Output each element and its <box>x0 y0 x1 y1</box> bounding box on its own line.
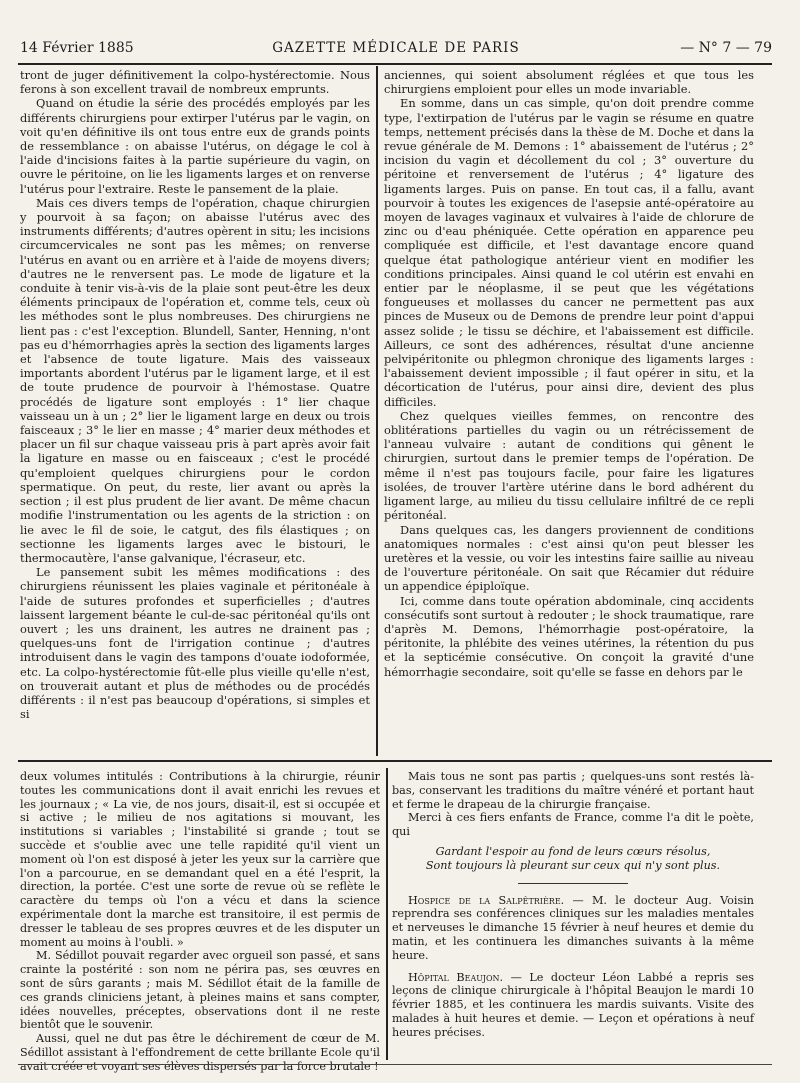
paragraph: Ici, comme dans toute opération abdominale, cinq accidents consécutifs sont surtout à redouter ; le shock traumatique, rare d'après M. Demons, l'hémorrhagie post-opératoire, la péritonite, la phlébite des veines utérines, la rétention du pus et la septicémie consécutive. On conçoit la gravité d'une hémorrhagie secondaire, soit qu'elle se fasse en dehors par le <box>384 593 754 679</box>
journal-title: GAZETTE MÉDICALE DE PARIS <box>272 40 520 56</box>
page-header <box>20 40 772 62</box>
column-right-bottom <box>392 770 754 1060</box>
paragraph: Le pansement subit les mêmes modifications : des chirurgiens réunissent les plaies vaginale et péritonéale à l'aide de sutures profondes et superficielles ; d'autres laissent largement béante le cul-de-sac péritonéal qu'ils ont ouvert ; les uns drainent, les autres ne drainent pas ; quelques-uns font de l'irrigation continue ; d'autres introduisent dans le vagin des tampons d'ouate iodoformée, etc. La colpo-hystérectomie fût-elle plus vieille qu'elle n'est, on trouverait autant et plus de méthodes ou de procédés différents : il n'est pas beaucoup d'opérations, si simples et si <box>20 565 370 722</box>
paragraph: Dans quelques cas, les dangers proviennent de conditions anatomiques normales : c'est ainsi qu'on peut blesser les uretères et la vessie, ou voir les intestins faire saillie au niveau de l'ouverture péritonéale. On sait que Récamier dut réduire un appendice épiploïque. <box>384 522 754 594</box>
notice-text: — Le docteur Léon Labbé a repris ses leçons de clinique chirurgicale à l'hôpital Beaujon le mardi 10 février 1885, et les continuera les mardis suivants. Visite des malades à huit heures et demie. — Leçon et opérations à neuf heures précises. <box>392 970 755 1039</box>
header-rule <box>18 63 772 65</box>
notice-beaujon <box>392 971 754 1040</box>
footer-rule <box>18 1064 772 1065</box>
paragraph: tront de juger définitivement la colpo-hystérectomie. Nous ferons à son excellent travail de nombreux emprunts. <box>20 68 370 97</box>
notice-salpetriere <box>392 894 754 963</box>
column-left-bottom <box>20 770 380 1073</box>
paragraph: Quand on étudie la série des procédés employés par les différents chirurgiens pour extirper l'utérus par le vagin, on voit qu'en définitive ils ont tous entre eux de grands points de ressemblance : on abaisse l'utérus, on dégage le col à l'aide d'incisions faites à la partie supérieure du vagin, on ouvre le péritoine, on lie les ligaments larges et on renverse l'utérus pour l'extraire. Reste le pansement de la plaie. <box>20 96 370 196</box>
page-number: — N° 7 — 79 <box>680 40 772 56</box>
verse-quote <box>392 845 754 873</box>
notice-text: — M. le docteur Aug. Voisin reprendra ses conférences cliniques sur les maladies mentales et nerveuses le dimanche 15 février à neuf heures et demie du matin, et les continuera les dimanches suivants à la même heure. <box>392 893 754 962</box>
column-right-top <box>384 68 754 754</box>
verse-line: Sont toujours là pleurant sur ceux qui n'y sont plus. <box>425 858 721 872</box>
column-left-top <box>20 68 370 754</box>
paragraph: anciennes, qui soient absolument réglées et que tous les chirurgiens emploient pour elles un mode invariable. <box>384 68 754 97</box>
paragraph: M. Sédillot pouvait regarder avec orgueil son passé, et sans crainte la postérité : son nom ne périra pas, ses œuvres en sont de sûrs garants ; mais M. Sédillot était de la famille de ces grands cliniciens jetant, à pleines mains et sans compter, idées nouvelles, préceptes, observations dont il ne reste bientôt que le souvenir. <box>20 949 380 1032</box>
paragraph: deux volumes intitulés : Contributions à la chirurgie, réunir toutes les communications dont il avait enrichi les revues et les journaux ; « La vie, de nos jours, disait-il, est si occupée et si active ; le milieu de nos agitations si mouvant, les institutions si variables ; l'instabilité si grande ; tout se succède et s'oublie avec une telle rapidité qu'il vient un moment où l'on est disposé à jeter les yeux sur la carrière que l'on a parcourue, en se demandant quel en a été l'esprit, la direction, la portée. C'est une sorte de revue où se reflète le caractère du temps où l'on a vécu et dans la science expérimentale dont la marche est transitoire, il est permis de dresser le tableau de ses propres œuvres et de les disputer un moment au moins à l'oubli. » <box>20 770 380 949</box>
paragraph: Mais tous ne sont pas partis ; quelques-uns sont restés là-bas, conservant les traditions du maître vénéré et portant haut et ferme le drapeau de la chirurgie française. <box>392 770 754 811</box>
notice-title: Hospice de la Salpêtrière. <box>408 893 565 907</box>
issue-date: 14 Février 1885 <box>20 40 134 56</box>
verse-line: Gardant l'espoir au fond de leurs cœurs résolus, <box>435 844 711 858</box>
paragraph: Aussi, quel ne dut pas être le déchirement de cœur de M. Sédillot assistant à l'effondrement de cette brillante Ecole qu'il avait créée et voyant ses élèves dispersés par la force brutale ! <box>20 1032 380 1073</box>
column-divider <box>376 66 378 756</box>
feuilleton-rule <box>18 760 772 762</box>
paragraph: Merci à ces fiers enfants de France, comme l'a dit le poète, qui <box>392 811 754 839</box>
section-separator <box>518 883 628 884</box>
paragraph: Chez quelques vieilles femmes, on rencontre des oblitérations partielles du vagin ou un rétrécissement de l'anneau vulvaire : autant de conditions qui gênent le chirurgien, surtout dans le premier temps de l'opération. De même il n'est pas toujours facile, pour faire les ligatures isolées, de trouver l'artère utérine dans le bord adhérent du ligament large, au milieu du tissu cellulaire infiltré de ce repli péritonéal. <box>384 408 754 523</box>
column-divider <box>386 768 388 1060</box>
paragraph: Mais ces divers temps de l'opération, chaque chirurgien y pourvoit à sa façon; on abaisse l'utérus avec des instruments différents; d'autres opèrent in situ; les incisions circumcervicales ne sont pas les mêmes; on renverse l'utérus en avant ou en arrière et à l'aide de moyens divers; d'autres ne le renversent pas. Le mode de ligature et la conduite à tenir vis-à-vis de la plaie sont peut-être les deux éléments principaux de l'opération et, comme tels, ceux où les méthodes sont le plus nombreuses. Des chirurgiens ne lient pas : c'est l'exception. Blundell, Santer, Henning, n'ont pas eu d'hémorrhagies après la section des ligaments larges et l'absence de toute ligature. Mais des vaisseaux importants abordent l'utérus par le ligament large, et il est de toute prudence de pourvoir à l'hémostase. Quatre procédés de ligature sont employés : 1° lier chaque vaisseau un à un ; 2° lier le ligament large en deux ou trois faisceaux ; 3° le lier en masse ; 4° marier deux méthodes et placer un fil sur chaque vaisseau pris à part après avoir fait la ligature en masse ou en faisceaux ; c'est le procédé qu'emploient quelques chirurgiens pour le cordon spermatique. On peut, du reste, lier avant ou après la section ; il est plus prudent de lier avant. De même chacun modifie l'instrumentation ou les agents de la striction : on lie avec le fil de soie, le catgut, des fils élastiques ; on sectionne les ligaments larges avec le bistouri, le thermocautère, l'anse galvanique, l'écraseur, etc. <box>20 195 370 565</box>
paragraph: En somme, dans un cas simple, qu'on doit prendre comme type, l'extirpation de l'utérus par le vagin se résume en quatre temps, nettement précisés dans la thèse de M. Doche et dans la revue générale de M. Demons : 1° abaissement de l'utérus ; 2° incision du vagin et décollement du col ; 3° ouverture du péritoine et renversement de l'utérus ; 4° ligature des ligaments larges. Puis on panse. En tout cas, il a fallu, avant pourvoir à toutes les exigences de l'asepsie anté-opératoire au moyen de lavages vaginaux et vulvaires à l'aide de chlorure de zinc ou d'eau phéniquée. Cette opération en apparence peu compliquée est difficile, et l'est davantage encore quand quelque état pathologique antérieur vient en modifier les conditions principales. Ainsi quand le col utérin est envahi en entier par le néoplasme, il se peut que les végétations fongueuses et mollasses du cancer ne permettent pas aux pinces de Museux ou de Demons de prendre leur point d'appui assez solide ; le tissu se déchire, et l'abaissement est difficile. Ailleurs, ce sont des adhérences, résultat d'une ancienne pelvipéritonite ou phlegmon chronique des ligaments larges : l'abaissement devient impossible ; il faut opérer in situ, et la décortication de l'utérus, pour ainsi dire, devient des plus difficiles. <box>384 96 754 409</box>
notice-title: Hôpital Beaujon. <box>408 970 504 984</box>
